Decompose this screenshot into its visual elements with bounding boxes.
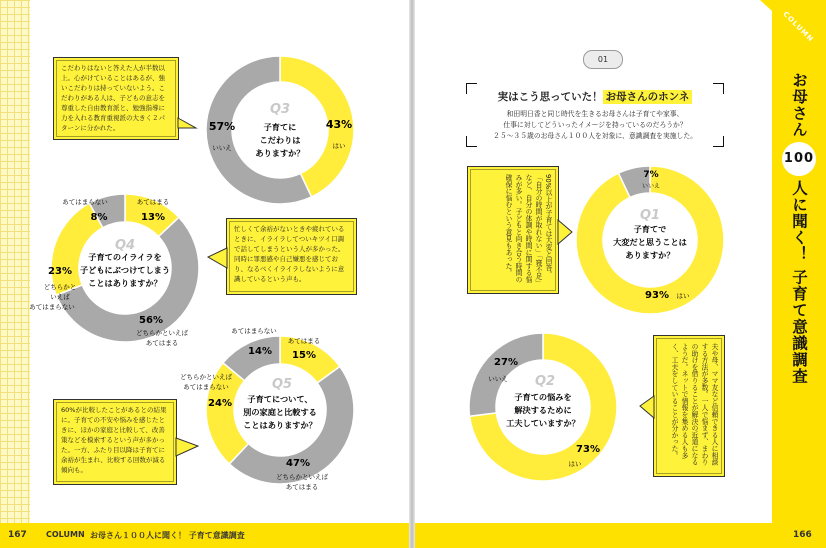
q3-question-line3: ありますか？ xyxy=(255,148,305,158)
q5-label-0: あてはまる xyxy=(287,337,321,345)
q4-question-line1: 子育てのイライラを xyxy=(88,252,162,262)
q5-label-2a: どちらかといえば xyxy=(180,373,232,381)
q4-label-2a: どちらかと xyxy=(43,283,77,291)
q5-note-tail xyxy=(176,438,198,456)
side-title-number: 100 xyxy=(782,142,816,176)
q5-value-2: 24% xyxy=(208,398,232,409)
q5-label-1b: あてはまる xyxy=(285,483,319,491)
q1-note-tail xyxy=(558,220,572,244)
q2-question-line3: 工夫していますか？ xyxy=(506,418,580,428)
q4-label-2b: いえば xyxy=(50,293,70,301)
right-footer-band xyxy=(415,523,826,548)
q4-question-num: Q4 xyxy=(114,238,136,253)
q2-question-num: Q2 xyxy=(534,374,556,389)
q2-label-yes: はい xyxy=(568,460,582,468)
header-title-highlight: お母さんのホンネ xyxy=(603,90,693,104)
q4-value-0: 13% xyxy=(141,212,165,223)
chart-q3 xyxy=(206,56,354,204)
q5-question-line3: ことはありますか？ xyxy=(243,420,317,430)
chart-q1 xyxy=(576,166,724,314)
q2-question-line1: 子育ての悩みを xyxy=(514,392,572,402)
q4-label-1a: どちらかといえば xyxy=(136,329,188,337)
q3-label-yes: はい xyxy=(332,142,346,150)
footer-column-label: COLUMN xyxy=(46,530,85,539)
side-title-before: お母さん xyxy=(790,72,808,138)
q5-question-line2: 別の家庭と比較する xyxy=(243,407,317,417)
section-number-badge: 01 xyxy=(583,50,623,69)
q4-question-line3: ことはありますか？ xyxy=(88,278,162,288)
q1-value-yes: 93% xyxy=(645,290,669,301)
q5-value-0: 15% xyxy=(292,350,316,361)
chart-q5 xyxy=(180,327,354,491)
left-page-number: 167 xyxy=(8,530,27,540)
side-title-after: 人に聞く！ 子育て意識調査 xyxy=(790,180,808,385)
q4-label-1b: あてはまる xyxy=(145,339,179,347)
q4-label-0: あてはまる xyxy=(136,198,170,206)
q2-value-no: 27% xyxy=(494,357,518,368)
footer-running-title: お母さん１００人に聞く！ 子育て意識調査 xyxy=(90,531,245,540)
q3-label-no: いいえ xyxy=(212,144,232,152)
q3-note-tail xyxy=(178,118,196,128)
header-intro: 和田明日香と同じ時代を生きるお母さんは子育てや家事、 仕事に対してどういったイメージを持っているのだろうか？ ２５～３５歳のお母さん１００人を対象に、意識調査を実施した。 xyxy=(493,110,697,140)
q1-question-num: Q1 xyxy=(639,208,661,223)
q2-note: 夫や母、ママ友など信頼できる人に相談する方法が多数。一人で悩まず、まわりの助けを借りることが解決の近道になるようだ。ネットで情報を集める人も多く、工夫をしていることが分かった。 xyxy=(653,335,725,477)
chart-q4 xyxy=(29,194,199,347)
header-title-prefix: 実はこう思っていた！ xyxy=(497,91,603,103)
q4-value-2: 23% xyxy=(48,266,72,277)
q3-value-no: 57% xyxy=(208,120,236,133)
column-tag: COLUMN xyxy=(781,10,816,44)
right-page-number: 166 xyxy=(793,530,812,540)
q5-label-2b: あてはまらない xyxy=(183,383,229,391)
q5-value-1: 47% xyxy=(286,458,310,469)
q4-question-line2: 子どもにぶつけてしまう xyxy=(79,265,171,275)
q2-value-yes: 73% xyxy=(576,444,600,455)
q2-label-no: いいえ xyxy=(488,375,508,383)
q1-value-no: 7% xyxy=(643,170,659,180)
q4-value-1: 56% xyxy=(139,315,163,326)
q1-question-line2: 大変だと思うことは xyxy=(613,237,687,247)
q3-note: こだわりはないと答えた人が半数以上。心がけていることはあるが、強いこだわりは持っていないよう。こだわりがある人は、子どもの意志を尊重した自由教育派と、勉強指導に力を入れる教育重視派の大きく２パターンに分かれた。 xyxy=(53,57,179,140)
q5-label-3: あてはまらない xyxy=(231,327,277,335)
q2-note-tail xyxy=(640,396,654,418)
q1-label-no: いいえ xyxy=(641,183,661,190)
q3-question-line2: こだわりは xyxy=(259,135,301,145)
q1-label-yes: はい xyxy=(676,292,690,300)
q5-question-line1: 子育てについて、 xyxy=(247,394,313,404)
q5-label-1a: どちらかといえば xyxy=(276,473,328,481)
q4-note: 忙しくて余裕がないときや疲れているときに、イライラしてついキツイ口調で話してしまうという人が多かった。同時に罪悪感や自己嫌悪を感じており、なるべくイライラしないように意識しているという声も。 xyxy=(226,218,357,295)
q3-question-line1: 子育てに xyxy=(263,122,297,132)
q1-question-line1: 子育てで xyxy=(633,224,667,234)
q4-note-tail xyxy=(208,248,227,268)
q4-value-3: 8% xyxy=(90,212,108,223)
q1-note: 90%以上が子育ては大変と回答。「自分の時間が取れない」「寝不足」など、自分の体調や時間に関する悩みが多い。子どもと向き合う時間の確保に悩むという意見もあった。 xyxy=(467,166,559,294)
q5-value-3: 14% xyxy=(248,346,272,357)
q3-question-num: Q3 xyxy=(269,102,291,117)
q1-question-line3: ありますか？ xyxy=(625,250,675,260)
q5-note: 60%が比較したことがあるとの結果に。子育ての不安や悩みを感じたときに、ほかの家庭と比較して、改善策などを模索するという声が多かった。一方、ふたり目以降は子育てに余裕が生まれ、比較する回数が減る傾向も。 xyxy=(53,399,177,485)
q2-question-line2: 解決するために xyxy=(514,405,572,415)
q4-label-3: あてはまらない xyxy=(62,198,108,206)
q4-label-2c: あてはまらない xyxy=(29,303,75,311)
chart-q2 xyxy=(469,333,617,481)
q5-question-num: Q5 xyxy=(271,377,293,392)
q3-value-yes: 43% xyxy=(325,118,353,131)
